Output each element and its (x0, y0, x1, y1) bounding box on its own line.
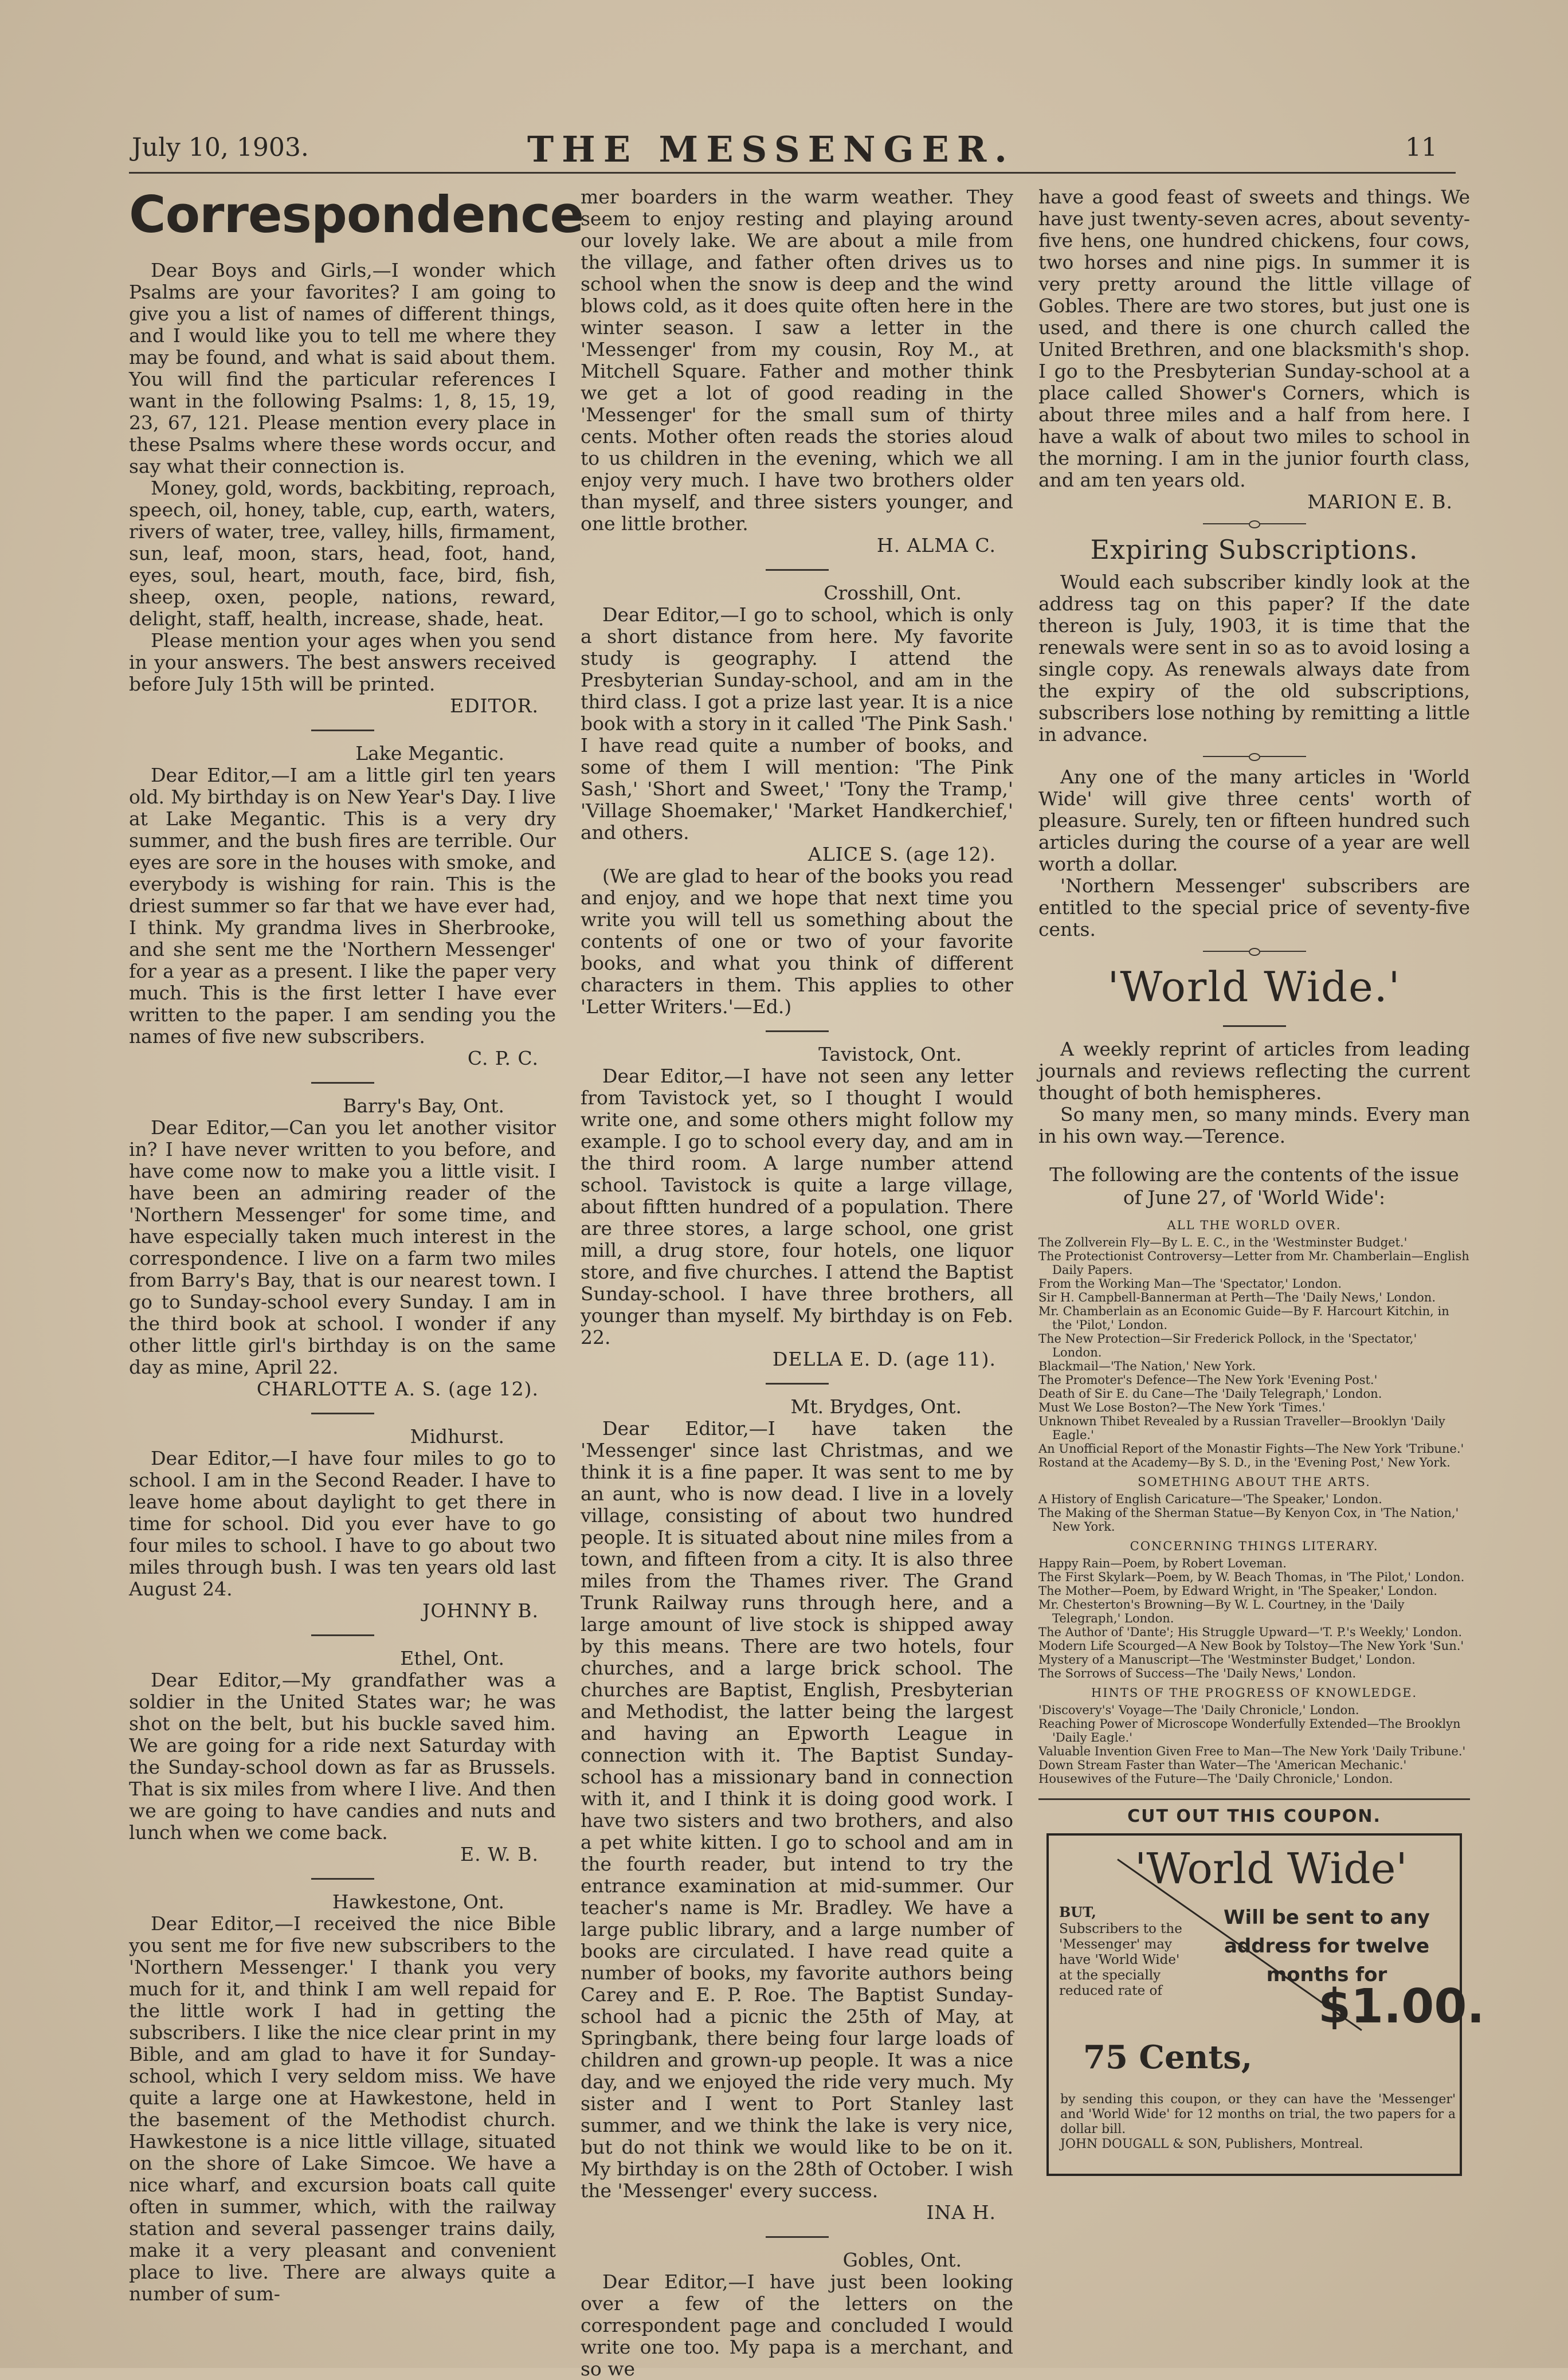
contents-item: Unknown Thibet Revealed by a Russian Traveller—Brooklyn 'Daily Eagle.' (1038, 1414, 1445, 1442)
letter-signature: INA H. (926, 2201, 996, 2224)
coupon-offer-text: Will be sent to any address for twelve months for (1224, 1906, 1430, 1986)
letter-signature: DELLA E. D. (age 11). (772, 1348, 996, 1370)
contents-item: The Making of the Sherman Statue—By Kenyon Cox, in 'The Nation,' New York. (1038, 1506, 1459, 1534)
contents-section-heading: CONCERNING THINGS LITERARY. (1130, 1539, 1379, 1553)
letter-place: Midhurst. (410, 1425, 504, 1448)
ornament-separator (1203, 951, 1306, 952)
coupon-heading: CUT OUT THIS COUPON. (1038, 1798, 1470, 1828)
separator (311, 730, 374, 731)
contents-item: Down Stream Faster than Water—The 'American Mechanic.' (1038, 1758, 1407, 1772)
contents-item: The Sorrows of Success—The 'Daily News,' London. (1038, 1667, 1357, 1680)
page-header (132, 128, 1450, 173)
letter-body: Dear Editor,—I have four miles to go to school. I am in the Second Reader. I have to leave home about daylight to get there in time for school. Did you ever have to go four miles to school. I have to go about two miles through bush. I was ten years old last August 24. (129, 1447, 556, 1600)
letter-place: Barry's Bay, Ont. (343, 1095, 504, 1117)
contents-item: The Mother—Poem, by Edward Wright, in 'The Speaker,' London. (1038, 1584, 1437, 1598)
separator (766, 2236, 829, 2238)
letter-signature: MARION E. B. (1307, 491, 1453, 513)
contents-item: A History of English Caricature—'The Speaker,' London. (1038, 1492, 1382, 1506)
expiring-subscriptions-heading: Expiring Subscriptions. (1090, 534, 1418, 565)
letter-body: Dear Editor,—My grandfather was a soldier in the United States war; he was shot on the belt, but his buckle saved him. We are going for a ride next Saturday with the Sunday-school down as far as Brussels. That is six miles from where I live. And then we are going to have candies and nuts and lunch when we come back. (129, 1669, 556, 1844)
letter-body: Dear Editor,—I received the nice Bible you sent me for five new subscribers to the 'Northern Messenger.' I thank you very much for it, and think I am well repaid for the little work I had in getting the subscribers. I like the nice clear print in my Bible, and am glad to have it for Sunday-school, which I very seldom miss. We have quite a large one at Hawkestone, held in the basement of the Methodist church. Hawkestone is a nice little village, situated on the shore of Lake Simcoe. We have a nice wharf, and excursion boats call quite often in summer, which, with the railway station and several passenger trains daily, make it a very pleasant and convenient place to live. There are always quite a number of sum- (129, 1912, 556, 2305)
contents-item: Housewives of the Future—The 'Daily Chronicle,' London. (1038, 1772, 1393, 1786)
contents-item: The Author of 'Dante'; His Struggle Upward—'T. P.'s Weekly,' London. (1038, 1625, 1463, 1639)
contents-item: Valuable Invention Given Free to Man—The New York 'Daily Tribune.' (1038, 1744, 1466, 1758)
separator (1223, 1025, 1286, 1027)
coupon-fine-print (1060, 2092, 1456, 2152)
issue-date: July 10, 1903. (132, 133, 309, 162)
contents-item: Rostand at the Academy—By S. D., in the 'Evening Post,' New York. (1038, 1456, 1451, 1469)
editor-intro: Dear Boys and Girls,—I wonder which Psalms are your favorites? I am going to give you a list of names of different things, and I would like you to tell me where they may be found, and what is said about them. You will find the particular references I want in the following Psalms: 1, 8, 15, 19, 23, 67, 121. Please mention every place in these Psalms where these words occur, and say what their connection is. (129, 259, 556, 477)
word-list: Money, gold, words, backbiting, reproach, speech, oil, honey, table, cup, earth, waters, rivers of water, tree, valley, hills, firmament, sun, leaf, moon, stars, head, foot, hand, eyes, soul, heart, mouth, face, bird, fish, sheep, oxen, people, nations, reward, delight, staff, health, increase, shade, heat. (129, 477, 556, 630)
separator (311, 1634, 374, 1636)
contents-section-heading: SOMETHING ABOUT THE ARTS. (1138, 1475, 1371, 1489)
contents-item: The Zollverein Fly—By L. E. C., in the 'Westminster Budget.' (1038, 1236, 1408, 1249)
world-wide-heading: 'World Wide.' (1107, 963, 1401, 1011)
letter-place: Ethel, Ont. (400, 1647, 504, 1669)
contents-item: Blackmail—'The Nation,' New York. (1038, 1359, 1256, 1373)
ornament-separator (1203, 756, 1306, 757)
contents-item: An Unofficial Report of the Monastir Fights—The New York 'Tribune.' (1038, 1442, 1464, 1456)
contents-intro: The following are the contents of the issue of June 27, of 'World Wide': (1049, 1163, 1459, 1209)
letter-signature: CHARLOTTE A. S. (age 12). (256, 1378, 539, 1400)
header-rule (129, 172, 1456, 174)
contents-list (1038, 1218, 1470, 1786)
subscription-coupon[interactable] (1046, 1833, 1485, 2176)
coupon-but: BUT, (1059, 1904, 1096, 1920)
contents-section-heading: ALL THE WORLD OVER. (1167, 1218, 1342, 1232)
page-number: 11 (1405, 133, 1437, 162)
masthead-title: THE MESSENGER. (527, 128, 1015, 170)
contents-item: Mr. Chamberlain as an Economic Guide—By F. Harcourt Kitchin, in the 'Pilot,' London. (1038, 1304, 1449, 1332)
column-3 (1038, 186, 1485, 2176)
letter-body-continued: mer boarders in the warm weather. They seem to enjoy resting and playing around our lovely lake. We are about a mile from the village, and father often drives us to school when the snow is deep and the wind blows cold, as it does quite often here in the winter season. I saw a letter in the 'Messenger' from my cousin, Roy M., at Mitchell Square. Father and mother think we get a lot of good reading in the 'Messenger' for the small sum of thirty cents. Mother often reads the stories aloud to us children in the evening, which we all enjoy very much. I have two brothers older than myself, and three sisters younger, and one little brother. (581, 186, 1013, 535)
letter-body: Dear Editor,—I have taken the 'Messenger' since last Christmas, and we think it is a fine paper. It was sent to me by an aunt, who is now dead. I live in a lovely village, consisting of about two hundred people. It is situated about nine miles from a town, and fifteen from a city. It is also three miles from the Thames river. The Grand Trunk Railway runs through here, and a large amount of live stock is shipped away by this means. There are two hotels, four churches, and a large brick school. The churches are Baptist, English, Presbyterian and Methodist, the latter being the largest and having an Epworth League in connection with it. The Baptist Sunday-school has a missionary band in connection with it, and I think it is doing good work. I have two sisters and two brothers, and also a pet white kitten. I go to school and am in the fourth reader, but intend to try the entrance examination at mid-summer. Our teacher's name is Mr. Bradley. We have a large public library, and a large number of books are circulated. I have read quite a number of books, my favorite authors being Carey and E. P. Roe. The Baptist Sunday-school had a picnic the 25th of May, at Springbank, there being four large loads of children and grown-up people. It was a nice day, and we enjoyed the ride very much. My sister and I went to Port Stanley last summer, and we think the lake is very nice, but do not think we would like to be on it. My birthday is on the 28th of October. I wish the 'Messenger' every success. (581, 1417, 1013, 2202)
editor-signature: EDITOR. (450, 695, 539, 717)
column-1 (129, 185, 584, 2305)
letter-place: Hawkestone, Ont. (332, 1891, 504, 1913)
contents-item: Death of Sir E. du Cane—The 'Daily Telegraph,' London. (1038, 1387, 1382, 1401)
letter-signature: E. W. B. (460, 1843, 539, 1865)
editor-instructions: Please mention your ages when you send in your answers. The best answers received before July 15th will be printed. (129, 629, 556, 695)
contents-item: Must We Lose Boston?—The New York 'Times.' (1038, 1401, 1326, 1414)
contents-item: Happy Rain—Poem, by Robert Loveman. (1038, 1556, 1287, 1570)
letter-place: Gobles, Ont. (842, 2249, 962, 2271)
letter-body-continued: have a good feast of sweets and things. We have just twenty-seven acres, about seventy-five hens, one hundred chickens, four cows, two horses and nine pigs. In summer it is very pretty around the little village of Gobles. There are two stores, but just one is used, and there is one church called the United Brethren, and one blacksmith's shop. I go to the Presbyterian Sunday-school at a place called Shower's Corners, which is about three miles and a half from here. I have a walk of about two miles to school in the morning. I am in the junior fourth class, and am ten years old. (1038, 186, 1470, 491)
contents-item: Modern Life Scourged—A New Book by Tolstoy—The New York 'Sun.' (1038, 1639, 1464, 1653)
letter-body: Dear Editor,—I am a little girl ten years old. My birthday is on New Year's Day. I live at Lake Megantic. This is a very dry summer, and the bush fires are terrible. Our eyes are sore in the houses with smoke, and everybody is wishing for rain. This is the driest summer so far that we have ever had, I think. My grandma lives in Sherbrooke, and she sent me the 'Northern Messenger' for a year as a present. I like the paper very much. This is the first letter I have ever written to the paper. I am sending you the names of five new subscribers. (129, 764, 556, 1048)
coupon-subscriber-offer: Subscribers to the 'Messenger' may have 'World Wide' at the specially reduced rate of (1059, 1922, 1182, 1998)
letter-body: Dear Editor,—Can you let another visitor in? I have never written to you before, and have come now to make you a little visit. I have been an admiring reader of the 'Northern Messenger' for some time, and have especially taken much interest in the correspondence. I live on a farm two miles from Barry's Bay, that is our nearest town. I go to Sunday-school every Sunday. I am in the third book at school. I wonder if any other little girl's birthday is on the same day as mine, April 22. (129, 1116, 556, 1378)
correspondence-heading: Correspondence (129, 185, 584, 244)
contents-item: The Promoter's Defence—The New York 'Evening Post.' (1038, 1373, 1378, 1387)
expiring-subscriptions-body: Would each subscriber kindly look at the address tag on this paper? If the date thereon is July, 1903, it is time that the renewals were sent in so as to avoid losing a single copy. As renewals always date from the expiry of the old subscriptions, subscribers lose nothing by remitting a little in advance. (1038, 571, 1470, 746)
coupon-terms: by sending this coupon, or they can have the 'Messenger' and 'World Wide' for 12 months on trial, the two papers for a dollar bill. (1060, 2092, 1456, 2136)
separator (766, 569, 829, 571)
letter-place: Crosshill, Ont. (824, 582, 962, 604)
contents-item: 'Discovery's' Voyage—The 'Daily Chronicle,' London. (1038, 1703, 1359, 1717)
column-2 (581, 186, 1013, 2380)
letter-signature: H. ALMA C. (876, 534, 996, 556)
contents-item: The Protectionist Controversy—Letter from Mr. Chamberlain—English Daily Papers. (1038, 1249, 1469, 1277)
coupon-price: $1.00. (1318, 1979, 1485, 2034)
separator (311, 1082, 374, 1084)
separator (311, 1878, 374, 1880)
coupon-title: 'World Wide' (1135, 1844, 1408, 1893)
contents-section-heading: HINTS OF THE PROGRESS OF KNOWLEDGE. (1091, 1686, 1418, 1700)
letter-body: Dear Editor,—I have just been looking over a few of the letters on the correspondent page and concluded I would write one too. My papa is a merchant, and so we (581, 2271, 1013, 2380)
letter-body: Dear Editor,—I have not seen any letter from Tavistock yet, so I thought I would write one, and some others might follow my example. I go to school every day, and am in the third room. A large number attend school. Tavistock is quite a large village, about fiftten hundred of a population. There are three stores, a large school, one grist mill, a drug store, four hotels, one liquor store, and five churches. I attend the Baptist Sunday-school. I have three brothers, all younger than myself. My birthday is on Feb. 22. (581, 1065, 1013, 1348)
messenger-special-price-note: 'Northern Messenger' subscribers are entitled to the special price of seventy-five cents. (1038, 875, 1470, 940)
contents-item: Reaching Power of Microscope Wonderfully Extended—The Brooklyn 'Daily Eagle.' (1038, 1717, 1461, 1744)
ornament-separator (1203, 523, 1306, 524)
contents-item: Mystery of a Manuscript—The 'Westminster Budget,' London. (1038, 1653, 1416, 1667)
world-wide-value-note: Any one of the many articles in 'World Wide' will give three cents' worth of pleasure. Surely, ten or fifteen hundred such articles during the course of a year are well worth a dollar. (1038, 766, 1470, 875)
letter-place: Mt. Brydges, Ont. (790, 1395, 962, 1418)
separator (311, 1413, 374, 1414)
contents-item: The First Skylark—Poem, by W. Beach Thomas, in 'The Pilot,' London. (1038, 1570, 1465, 1584)
coupon-reduced-price: 75 Cents, (1083, 2038, 1253, 2076)
letter-place: Lake Megantic. (355, 742, 504, 764)
letter-signature: ALICE S. (age 12). (807, 843, 996, 865)
contents-item: From the Working Man—The 'Spectator,' London. (1038, 1277, 1342, 1291)
contents-item: Mr. Chesterton's Browning—By W. L. Courtney, in the 'Daily Telegraph,' London. (1038, 1598, 1405, 1625)
letter-signature: C. P. C. (467, 1047, 539, 1069)
separator (766, 1030, 829, 1032)
contents-item: Sir H. Campbell-Bannerman at Perth—The 'Daily News,' London. (1038, 1291, 1436, 1304)
letter-place: Tavistock, Ont. (818, 1043, 962, 1065)
letter-body: Dear Editor,—I go to school, which is only a short distance from here. My favorite study is geography. I attend the Presbyterian Sunday-school, and am in the third class. I got a prize last year. It is a nice book with a story in it called 'The Pink Sash.' I have read quite a number of books, and some of them I will mention: 'The Pink Sash,' 'Short and Sweet,' 'Tony the Tramp,' 'Village Shoemaker,' 'Market Handkerchief,' and others. (581, 603, 1013, 844)
world-wide-description: A weekly reprint of articles from leading journals and reviews reflecting the current thought of both hemispheres. (1038, 1038, 1470, 1104)
letter-signature: JOHNNY B. (422, 1599, 539, 1622)
separator (766, 1383, 829, 1385)
editor-note: (We are glad to hear of the books you read and enjoy, and we hope that next time you write you will tell us something about the contents of one or two of your favorite books, and what you think of different characters in them. This applies to other 'Letter Writers.'—Ed.) (581, 865, 1013, 1018)
world-wide-motto: So many men, so many minds. Every man in his own way.—Terence. (1038, 1103, 1470, 1147)
coupon-publisher: JOHN DOUGALL & SON, Publishers, Montreal. (1060, 2137, 1363, 2151)
contents-item: The New Protection—Sir Frederick Pollock, in the 'Spectator,' London. (1038, 1332, 1417, 1359)
